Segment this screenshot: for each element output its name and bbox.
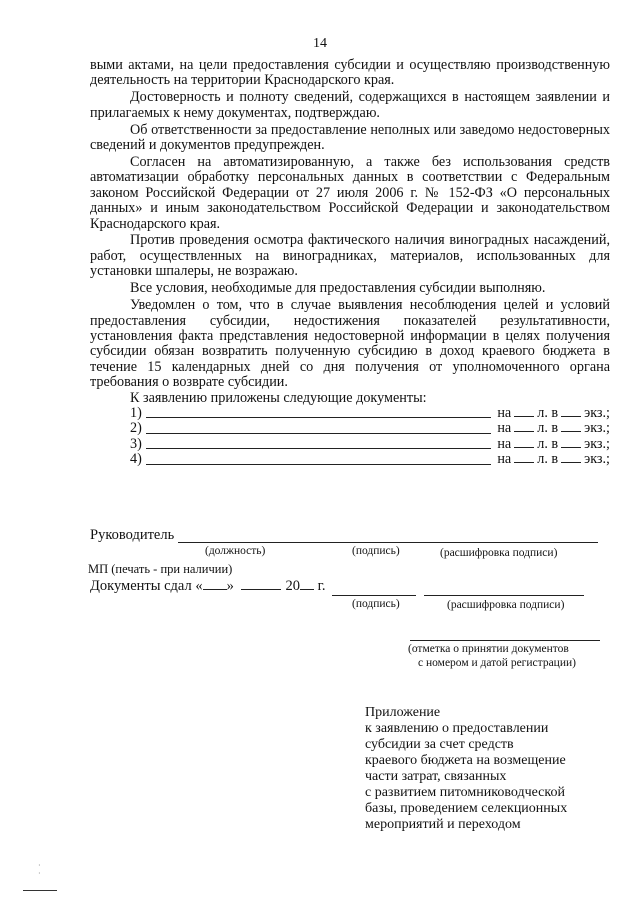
attachment-number: 2) <box>130 420 142 437</box>
attachment-tail: на л. в экз.; <box>497 451 610 468</box>
paragraph-continuation: выми актами, на цели предоставления субсидии и осуществляю производственную деятельность на территории Краснодарского края. <box>90 57 610 89</box>
signature-caption: (подпись) <box>352 545 400 557</box>
sheets-count-line[interactable] <box>514 452 534 463</box>
attachments-title: К заявлению приложены следующие документы: <box>130 389 427 406</box>
decoding-caption-2: (расшифровка подписи) <box>447 599 565 611</box>
sheets-count-line[interactable] <box>514 421 534 432</box>
day-field[interactable] <box>203 589 227 590</box>
copies-count-line[interactable] <box>561 437 581 448</box>
sheets-count-line[interactable] <box>514 437 534 448</box>
attachment-row <box>130 421 610 436</box>
signature-caption-2: (подпись) <box>352 598 400 610</box>
paragraph-conditions: Все условия, необходимые для предоставления субсидии выполняю. <box>130 280 546 297</box>
attachment-tail: на л. в экз.; <box>497 435 610 452</box>
corner-rule <box>23 890 57 891</box>
copies-count-line[interactable] <box>561 406 581 417</box>
documents-submitted-row: Документы сдал « » 20 г. <box>90 578 326 594</box>
attachment-row <box>130 452 610 467</box>
appendix-line: с развитием питомниководческой <box>365 785 565 800</box>
attachment-row <box>130 406 610 421</box>
position-caption: (должность) <box>205 545 266 557</box>
appendix-line: мероприятий и переходом <box>365 817 521 832</box>
appendix-line: базы, проведением селекционных <box>365 801 568 816</box>
submitter-name-line[interactable] <box>424 595 584 596</box>
attachment-name-line[interactable] <box>146 433 491 434</box>
attachment-row <box>130 437 610 452</box>
submitter-signature-line[interactable] <box>332 595 416 596</box>
attachment-number: 4) <box>130 451 142 468</box>
attachment-name-line[interactable] <box>146 417 491 418</box>
page-number: 14 <box>313 36 327 51</box>
appendix-line: части затрат, связанных <box>365 769 507 784</box>
month-field[interactable] <box>241 589 281 590</box>
decoding-caption: (расшифровка подписи) <box>440 547 558 559</box>
appendix-line: к заявлению о предоставлении <box>365 721 549 736</box>
attachment-tail: на л. в экз.; <box>497 404 610 421</box>
paragraph-responsibility: Об ответственности за предоставление неполных или заведомо недостоверных сведений и документов предупрежден. <box>90 121 610 154</box>
appendix-line: субсидии за счет средств <box>365 737 514 752</box>
acceptance-caption-1: (отметка о принятии документов <box>408 643 569 655</box>
scan-speck: · · <box>38 861 41 878</box>
copies-count-line[interactable] <box>561 421 581 432</box>
appendix-line: Приложение <box>365 705 441 720</box>
attachment-tail: на л. в экз.; <box>497 420 610 437</box>
paragraph-refund-notice: Уведомлен о том, что в случае выявления несоблюдения целей и условий предоставления субсидии, недостижения показателей результативности, установления факта представления недостоверной информации в целях получения субсидии обязан возвратить полученную субсидию в доход краевого бюджета в течение 15 календарных дней со дня получения от уполномоченного органа требования о возврате субсидии. <box>90 297 610 391</box>
document-body <box>90 58 610 468</box>
attachment-number: 1) <box>130 404 142 421</box>
copies-count-line[interactable] <box>561 452 581 463</box>
appendix-line: краевого бюджета на возмещение <box>365 753 566 768</box>
paragraph-personal-data: Согласен на автоматизированную, а также без использования средств автоматизации обработку персональных данных в соответствии с Федеральным законом Российской Федерации от 27 июля 2006 г. № 152-ФЗ «О персональных данных» и иным законодательством Российской Федерации и законодательством Краснодарского края. <box>90 153 610 232</box>
year-field[interactable] <box>300 589 314 590</box>
head-signature-line[interactable] <box>178 542 598 543</box>
sheets-count-line[interactable] <box>514 406 534 417</box>
attachment-name-line[interactable] <box>146 448 491 449</box>
seal-note: МП (печать - при наличии) <box>88 562 233 576</box>
paragraph-accuracy: Достоверность и полноту сведений, содержащихся в настоящем заявлении и прилагаемых к нему документах, подтверждаю. <box>90 89 610 121</box>
head-label: Руководитель <box>90 527 175 543</box>
attachment-name-line[interactable] <box>146 464 491 465</box>
appendix-header <box>365 705 610 833</box>
acceptance-caption-2: с номером и датой регистрации) <box>418 657 576 669</box>
acceptance-line[interactable] <box>410 640 600 641</box>
attachment-number: 3) <box>130 435 142 452</box>
paragraph-inspection: Против проведения осмотра фактического наличия виноградных насаждений, работ, осуществленных на виноградниках, материалов, использованных для установки шпалеры, не возражаю. <box>90 232 610 280</box>
